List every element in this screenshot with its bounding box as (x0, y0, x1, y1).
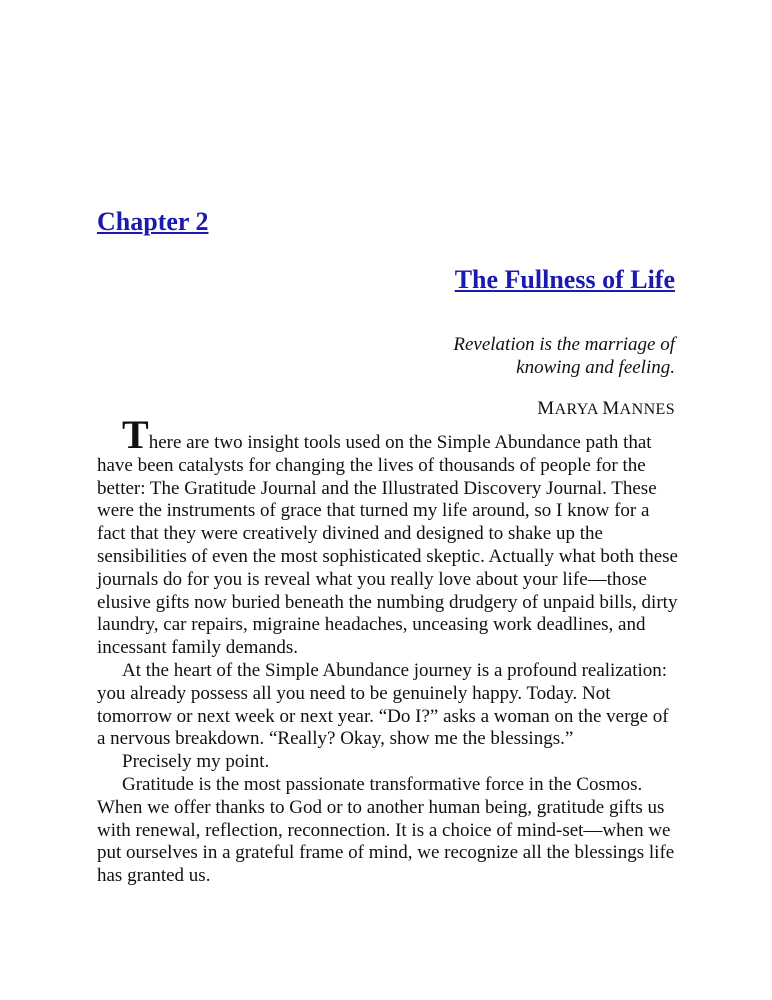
epigraph-attribution (537, 398, 675, 420)
epigraph-line-2: knowing and feeling. (516, 357, 675, 378)
paragraph-2: At the heart of the Simple Abundance journey is a profound realization: you already possess all you need to be genuinely happy. Today. Not tomorrow or next week or next year. “Do I?” asks a woman on the verge of a nervous breakdown. “Really? Okay, show me the blessings.” (97, 659, 669, 750)
chapter-number-link[interactable]: Chapter 2 (97, 207, 209, 236)
body-text (97, 412, 681, 888)
paragraph-3: Precisely my point. (122, 751, 270, 773)
paragraph-4: Gratitude is the most passionate transformative force in the Cosmos. When we offer thanks to God or to another human being, gratitude gifts us with renewal, reflection, reconnection. It is a choice of mind-set—when we put ourselves in a grateful frame of mind, we recognize all the blessings life has granted us. (97, 773, 675, 887)
author-rest-last: ANNES (619, 401, 675, 418)
author-rest-first: ARYA (554, 401, 603, 418)
author-initial-first: M (537, 398, 555, 419)
author-initial-last: M (602, 398, 620, 419)
drop-cap: T (122, 412, 149, 457)
epigraph-line-1: Revelation is the marriage of (453, 334, 675, 355)
paragraph-1-text: here are two insight tools used on the Simple Abundance path that have been catalysts for changing the lives of thousands of people for the better: The Gratitude Journal and the Illustrated Discovery Journal. These were the instruments of grace that turned my life around, so I know for a fact that they were creatively divined and designed to shake up the sensibilities of even the most sophisticated skeptic. Actually what both these journals do for you is reveal what you really love about your life—those elusive gifts now buried beneath the numbing drudgery of unpaid bills, dirty laundry, car repairs, migraine headaches, unceasing work deadlines, and incessant family demands. (97, 432, 678, 659)
paragraph-1 (97, 412, 681, 660)
chapter-title-link[interactable]: The Fullness of Life (454, 265, 675, 294)
epigraph-quote (375, 333, 675, 379)
